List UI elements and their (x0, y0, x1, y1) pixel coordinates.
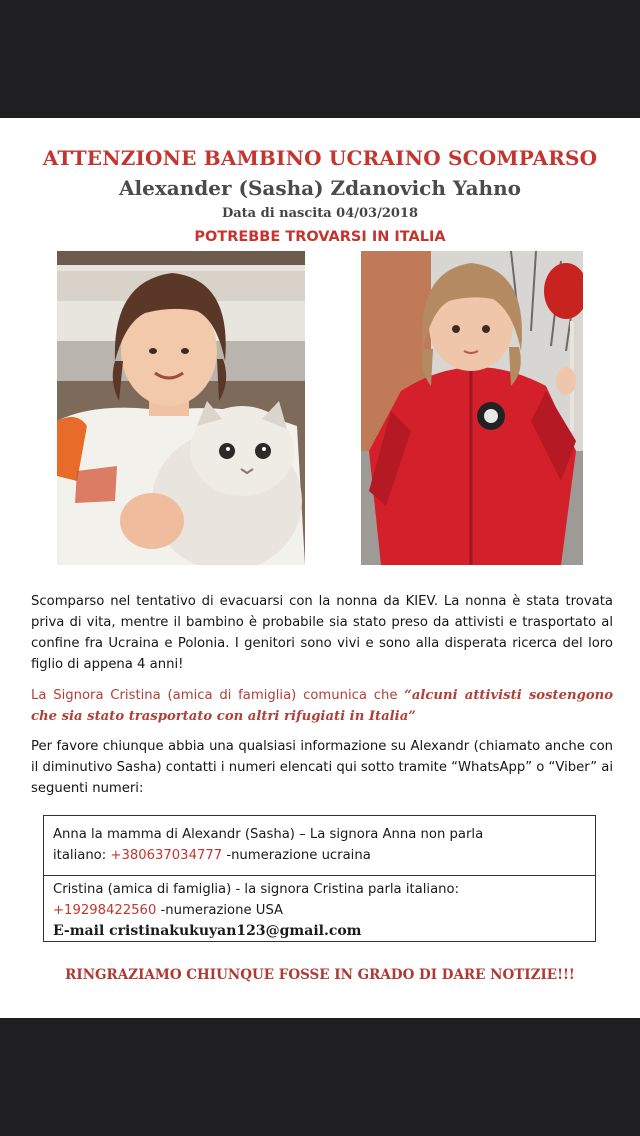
child-name: Alexander (Sasha) Zdanovich Yahno (119, 176, 521, 200)
contact-anna-name: Anna la mamma di Alexandr (Sasha) – La signora Anna non parla (53, 827, 484, 842)
family-friend-statement (31, 685, 613, 727)
phone-number-usa[interactable]: +19298422560 (53, 903, 157, 918)
statement-lead: La Signora Cristina (amica di famiglia) comunica che (31, 688, 405, 703)
contact-cristina (44, 876, 595, 942)
contact-anna-prefix: italiano: (53, 848, 111, 863)
contact-anna-phone-line (53, 845, 586, 866)
contacts-table (43, 815, 596, 942)
activists-quote: “alcuni attivisti sostengono che sia stato trasportato con altri rifugiati in Italia” (31, 688, 613, 724)
contact-cristina-suffix: -numerazione USA (156, 903, 284, 918)
contact-cristina-phone-line (53, 900, 586, 921)
contact-anna-suffix: -numerazione ucraina (222, 848, 371, 863)
poster-title: ATTENZIONE BAMBINO UCRAINO SCOMPARSO (42, 146, 598, 170)
email-contact[interactable]: E-mail cristinakukuyan123@gmail.com (53, 923, 362, 939)
possible-location: POTREBBE TROVARSI IN ITALIA (194, 229, 446, 245)
bottom-black-bar (0, 1018, 640, 1136)
contact-request-paragraph: Per favore chiunque abbia una qualsiasi informazione su Alexandr (chiamato anche con il diminutivo Sasha) contatti i numeri elencati qui sotto tramite “WhatsApp” o “Viber” ai seguenti numeri: (31, 739, 613, 796)
disappearance-paragraph: Scomparso nel tentativo di evacuarsi con la nonna da KIEV. La nonna è stata trovata priva di vita, mentre il bambino è probabile sia stato preso da attivisti e trasportato al confine fra Ucraina e Polonia. I genitori sono vivi e sono alla disperata ricerca del loro figlio di appena 4 anni! (31, 594, 613, 672)
child-with-cat-photo (57, 251, 305, 565)
contact-cristina-name: Cristina (amica di famiglia) - la signora Cristina parla italiano: (53, 882, 460, 897)
thanks-footer: RINGRAZIAMO CHIUNQUE FOSSE IN GRADO DI DARE NOTIZIE!!! (65, 967, 575, 983)
top-black-bar (0, 0, 640, 118)
contact-anna (44, 816, 595, 876)
phone-number-ukraine[interactable]: +380637034777 (110, 848, 223, 863)
child-in-red-jacket-photo (361, 251, 583, 565)
date-of-birth: Data di nascita 04/03/2018 (221, 206, 419, 221)
missing-child-poster (0, 118, 640, 1018)
